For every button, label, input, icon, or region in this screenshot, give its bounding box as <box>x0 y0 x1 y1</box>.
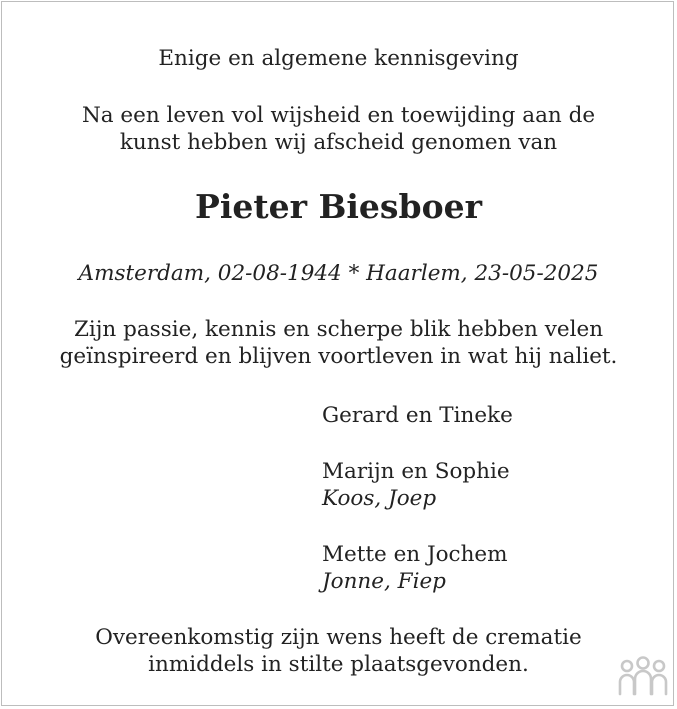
family-names: Gerard en Tineke <box>322 403 513 428</box>
family-children: Koos, Joep <box>322 486 437 511</box>
deceased-name: Pieter Biesboer <box>195 187 482 226</box>
closing-line-1: Overeenkomstig zijn wens heeft de crematie <box>95 625 582 650</box>
closing-line-2: inmiddels in stilte plaatsgevonden. <box>148 652 529 677</box>
death-notice <box>1 1 674 706</box>
birth-death-dates: Amsterdam, 02-08-1944 * Haarlem, 23-05-2025 <box>78 261 599 286</box>
family-names: Marijn en Sophie <box>322 459 510 484</box>
intro-line-1: Na een leven vol wijsheid en toewijding aan de <box>81 103 596 128</box>
intro-line-2: kunst hebben wij afscheid genomen van <box>119 130 558 155</box>
people-group-icon <box>617 654 669 696</box>
notice-heading: Enige en algemene kennisgeving <box>158 46 519 71</box>
family-names: Mette en Jochem <box>322 542 508 567</box>
tribute-line-2: geïnspireerd en blijven voortleven in wat hij naliet. <box>59 344 618 369</box>
family-children: Jonne, Fiep <box>322 569 446 594</box>
tribute-line-1: Zijn passie, kennis en scherpe blik hebben velen <box>73 317 604 342</box>
